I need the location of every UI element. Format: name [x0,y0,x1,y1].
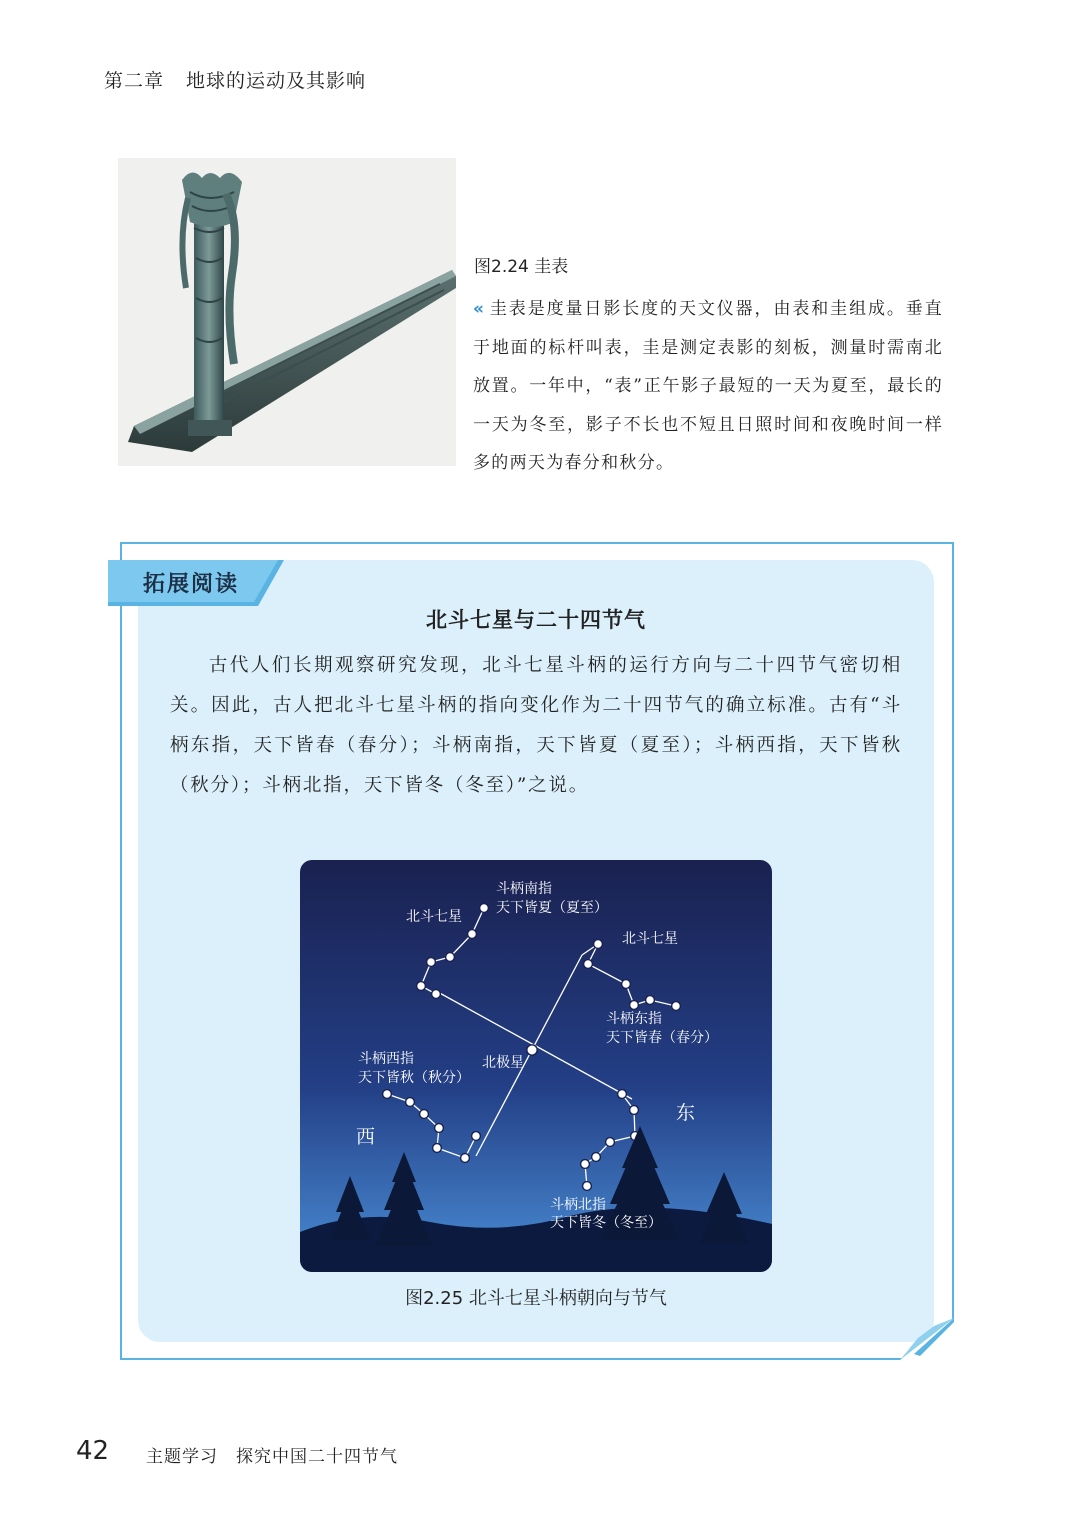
footer-title [146,1442,398,1467]
label-dipper-top: 北斗七星 [406,909,462,925]
chapter-header [104,66,366,93]
reading-title: 北斗七星与二十四节气 [426,608,646,632]
figure-caption-2-25: 图2.25 北斗七星斗柄朝向与节气 [405,1288,667,1309]
label-west-line1: 斗柄西指 [358,1051,414,1067]
label-south-line1: 斗柄南指 [496,881,552,897]
label-dipper-right: 北斗七星 [622,931,678,947]
direction-west: 西 [356,1126,376,1148]
chapter-title: 地球的运动及其影响 [186,70,367,92]
label-north-line2: 天下皆冬（冬至） [550,1215,662,1231]
figure-description-2-24 [473,290,943,483]
page-number: 42 [76,1436,110,1466]
double-chevron-icon: « [473,299,486,319]
footer-theme: 主题学习 [146,1447,218,1467]
gnomon-photo [118,158,456,466]
figure-caption-2-24: 图2.24 圭表 [474,257,569,277]
direction-east: 东 [676,1102,696,1124]
chapter-number: 第二章 [104,70,165,92]
big-dipper-diagram [300,860,772,1272]
label-south-line2: 天下皆夏（夏至） [496,900,608,916]
label-east-line1: 斗柄东指 [606,1011,662,1027]
label-east-line2: 天下皆春（春分） [606,1030,718,1046]
label-north-line1: 斗柄北指 [550,1197,606,1213]
footer-topic: 探究中国二十四节气 [236,1447,398,1467]
reading-tag-label: 拓展阅读 [143,572,240,597]
description-text: 圭表是度量日影长度的天文仪器，由表和圭组成。垂直于地面的标杆叫表，圭是测定表影的刻板，测量时需南北放置。一年中，“表”正午影子最短的一天为夏至，最长的一天为冬至，影子不长也不短且日照时间和夜晚时间一样多的两天为春分和秋分。 [473,299,943,473]
label-west-line2: 天下皆秋（秋分） [358,1070,470,1086]
reading-paragraph [170,646,902,806]
page-fold-decoration [900,1318,954,1360]
label-polaris: 北极星 [482,1055,524,1071]
paragraph-text: 古代人们长期观察研究发现，北斗七星斗柄的运行方向与二十四节气密切相关。因此，古人把北斗七星斗柄的指向变化作为二十四节气的确立标准。古有“斗柄东指，天下皆春（春分）；斗柄南指，天下皆夏（夏至）；斗柄西指，天下皆秋（秋分）；斗柄北指，天下皆冬（冬至）”之说。 [170,655,902,796]
